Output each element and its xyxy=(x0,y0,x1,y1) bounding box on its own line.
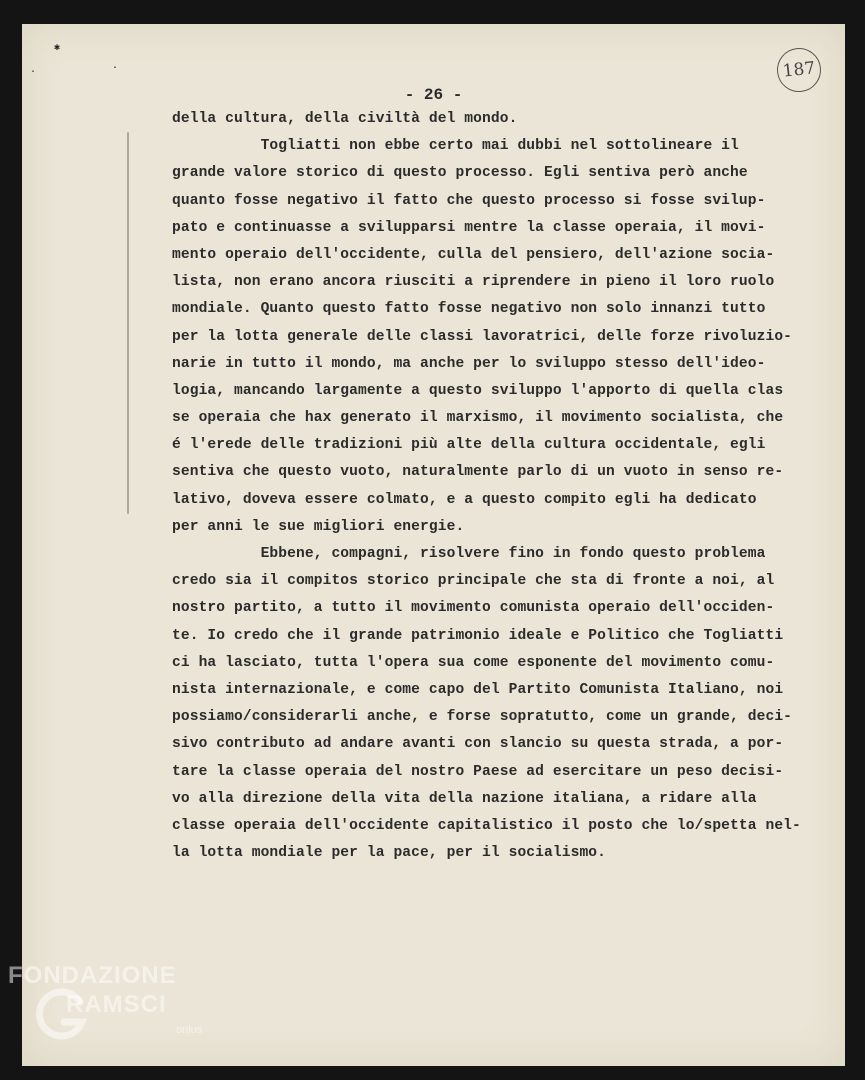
text-line: mento operaio dell'occidente, culla del pensiero, dell'azione socia- xyxy=(172,246,775,263)
text-line: nista internazionale, e come capo del Partito Comunista Italiano, noi xyxy=(172,681,784,698)
text-line: nostro partito, a tutto il movimento comunista operaio dell'occiden- xyxy=(172,600,775,617)
text-line: te. Io credo che il grande patrimonio ideale e Politico che Togliatti xyxy=(172,627,784,644)
text-line: narie in tutto il mondo, ma anche per lo sviluppo stesso dell'ideo- xyxy=(172,355,766,372)
text-line: sivo contributo ad andare avanti con slancio su questa strada, a por- xyxy=(172,736,784,753)
text-line: lista, non erano ancora riusciti a riprendere in pieno il loro ruolo xyxy=(172,274,775,291)
text-line: ci ha lasciato, tutta l'opera sua come esponente del movimento comu- xyxy=(172,654,775,671)
text-line: se operaia che hax generato il marxismo, il movimento socialista, che xyxy=(172,410,784,427)
text-line: credo sia il compitos storico principale che sta di fronte a noi, al xyxy=(172,573,775,590)
ink-speck: · xyxy=(30,67,37,78)
text-line: pato e continuasse a svilupparsi mentre la classe operaia, il movi- xyxy=(172,219,766,236)
typed-text xyxy=(172,106,842,867)
text-line: possiamo/considerarli anche, e forse sopratutto, come un grande, deci- xyxy=(172,709,793,726)
text-line: lativo, doveva essere colmato, e a questo compito egli ha dedicato xyxy=(172,491,757,508)
document-page xyxy=(22,24,845,1066)
text-line: sentiva che questo vuoto, naturalmente parlo di un vuoto in senso re- xyxy=(172,464,784,481)
ink-speck: ✱ xyxy=(54,43,61,54)
margin-pencil-mark xyxy=(127,132,129,514)
text-line: vo alla direzione della vita della nazione italiana, a ridare alla xyxy=(172,790,757,807)
text-line: tare la classe operaia del nostro Paese ad esercitare un peso decisi- xyxy=(172,763,784,780)
text-line: della cultura, della civiltà del mondo. xyxy=(172,111,518,127)
text-line: mondiale. Quanto questo fatto fosse negativo non solo innanzi tutto xyxy=(172,301,766,318)
text-line: per la lotta generale delle classi lavoratrici, delle forze rivoluzio- xyxy=(172,328,793,345)
watermark-subtitle: RAMSCI xyxy=(66,991,167,1018)
watermark-onlus: onlus xyxy=(176,1024,203,1036)
text-line: classe operaia dell'occidente capitalistico il posto che lo/spetta nel- xyxy=(172,817,801,834)
page-number: - 26 - xyxy=(404,86,463,104)
text-line: Ebbene, compagni, risolvere fino in fondo questo problema xyxy=(172,546,766,562)
text-line: grande valore storico di questo processo. Egli sentiva però anche xyxy=(172,165,748,182)
fondazione-gramsci-watermark xyxy=(0,958,260,1068)
text-line: Togliatti non ebbe certo mai dubbi nel sottolineare il xyxy=(172,138,739,155)
ink-speck: · xyxy=(112,63,119,74)
text-line: logia, mancando largamente a questo sviluppo l'apporto di quella clas xyxy=(172,382,784,399)
watermark-title: FONDAZIONE xyxy=(8,962,177,989)
text-line: la lotta mondiale per la pace, per il socialismo. xyxy=(172,845,607,862)
text-line: quanto fosse negativo il fatto che questo processo si fosse svilup- xyxy=(172,192,766,209)
archive-number-stamp: 187 xyxy=(775,46,823,94)
text-line: per anni le sue migliori energie. xyxy=(172,518,465,535)
text-line: é l'erede delle tradizioni più alte della cultura occidentale, egli xyxy=(172,437,766,454)
